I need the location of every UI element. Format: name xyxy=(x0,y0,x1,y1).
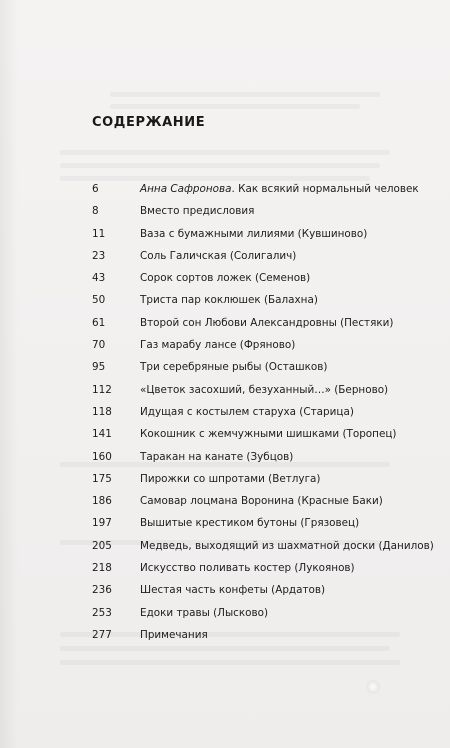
toc-entry-title xyxy=(140,200,254,222)
toc-entry-text: Сорок сортов ложек (Семенов) xyxy=(140,272,311,285)
toc-entry-text: Едоки травы (Лысково) xyxy=(140,606,269,619)
toc-page-number: 141 xyxy=(92,428,112,441)
toc-page-number: 112 xyxy=(92,383,112,396)
toc-entry-text: «Цветок засохший, безуханный…» (Берново) xyxy=(140,383,389,396)
show-through-line xyxy=(60,163,380,168)
toc-page-number: 205 xyxy=(92,539,112,552)
toc-entry-title xyxy=(140,624,208,646)
toc-entry[interactable] xyxy=(92,223,422,245)
toc-entry-separator: . xyxy=(231,183,239,195)
show-through-line xyxy=(60,646,390,651)
toc-entry-text: Ваза с бумажными лилиями (Кувшиново) xyxy=(140,227,368,240)
toc-entry-text: Таракан на канате (Зубцов) xyxy=(140,450,294,463)
toc-entry-text: Шестая часть конфеты (Ардатов) xyxy=(140,584,326,597)
toc-entry[interactable] xyxy=(92,267,422,289)
show-through-line xyxy=(110,104,360,109)
toc-page-number: 8 xyxy=(92,205,99,218)
toc-entry[interactable] xyxy=(92,334,422,356)
toc-entry-text: Три серебряные рыбы (Осташков) xyxy=(140,361,328,374)
toc-entry-title xyxy=(140,356,327,378)
toc-entry-title xyxy=(140,379,388,401)
toc-page-number: 186 xyxy=(92,495,112,508)
toc-entry-title xyxy=(140,401,354,423)
toc-entry-text: Кокошник с жемчужными шишками (Торопец) xyxy=(140,428,397,441)
toc-page-number: 277 xyxy=(92,628,112,641)
toc-entry-text: Триста пар коклюшек (Балахна) xyxy=(140,294,318,307)
toc-entry-title xyxy=(140,334,295,356)
toc-entry-title xyxy=(140,535,434,557)
toc-entry[interactable] xyxy=(92,579,422,601)
show-through-line xyxy=(110,92,380,97)
toc-page-number: 218 xyxy=(92,562,112,575)
toc-page-number: 61 xyxy=(92,316,106,329)
toc-entry[interactable] xyxy=(92,200,422,222)
toc-entry-title xyxy=(140,468,320,490)
toc-page-number: 236 xyxy=(92,584,112,597)
toc-entry-title xyxy=(140,267,310,289)
toc-page-number: 11 xyxy=(92,227,106,240)
show-through-line xyxy=(60,150,390,155)
toc-entry-title xyxy=(140,446,293,468)
toc-entry-title xyxy=(140,490,383,512)
toc-page-number: 118 xyxy=(92,405,112,418)
toc-entry[interactable] xyxy=(92,178,422,200)
toc-entry-text: Газ марабу лансе (Фряново) xyxy=(140,339,296,352)
toc-entry-text: Соль Галичская (Солигалич) xyxy=(140,249,297,262)
toc-entry-text: Самовар лоцмана Воронина (Красные Баки) xyxy=(140,495,383,508)
toc-entry[interactable] xyxy=(92,289,422,311)
toc-entry-title xyxy=(140,223,367,245)
toc-entry[interactable] xyxy=(92,379,422,401)
toc-entry[interactable] xyxy=(92,512,422,534)
toc-entry-title xyxy=(140,512,359,534)
toc-entry-text: Идущая с костылем старуха (Старица) xyxy=(140,405,354,418)
toc-page-number: 175 xyxy=(92,472,112,485)
toc-entry[interactable] xyxy=(92,356,422,378)
toc-entry-title xyxy=(140,178,419,200)
toc-entry-text: Искусство поливать костер (Лукоянов) xyxy=(140,562,355,575)
toc-page-number: 197 xyxy=(92,517,112,530)
toc-page-number: 6 xyxy=(92,183,99,195)
toc-entry[interactable] xyxy=(92,446,422,468)
toc-page-number: 70 xyxy=(92,339,106,352)
toc-entry-title xyxy=(140,557,355,579)
toc-heading: СОДЕРЖАНИЕ xyxy=(92,115,206,130)
toc-entry-text: Как всякий нормальный человек xyxy=(238,183,419,195)
toc-entry[interactable] xyxy=(92,557,422,579)
toc-page-number: 253 xyxy=(92,606,112,619)
table-of-contents xyxy=(92,178,434,646)
toc-entry[interactable] xyxy=(92,535,434,557)
toc-page-number: 95 xyxy=(92,361,106,374)
paper-mark xyxy=(366,680,380,694)
toc-page-number: 160 xyxy=(92,450,112,463)
toc-entry-text: Вместо предисловия xyxy=(140,205,255,218)
toc-entry[interactable] xyxy=(92,312,422,334)
toc-page-number: 23 xyxy=(92,249,106,262)
toc-entry-title xyxy=(140,245,296,267)
toc-entry-title xyxy=(140,289,318,311)
toc-page-number: 43 xyxy=(92,272,106,285)
toc-entry[interactable] xyxy=(92,602,422,624)
toc-entry-author: Анна Сафронова xyxy=(140,183,232,195)
toc-entry[interactable] xyxy=(92,490,422,512)
toc-entry-title xyxy=(140,602,268,624)
toc-page-number: 50 xyxy=(92,294,106,307)
toc-entry-text: Пирожки со шпротами (Ветлуга) xyxy=(140,472,321,485)
toc-entry-title xyxy=(140,423,396,445)
toc-entry-text: Вышитые крестиком бутоны (Грязовец) xyxy=(140,517,360,530)
toc-entry-title xyxy=(140,312,393,334)
toc-entry[interactable] xyxy=(92,423,422,445)
show-through-line xyxy=(60,660,400,665)
toc-entry[interactable] xyxy=(92,245,422,267)
toc-entry-text: Второй сон Любови Александровны (Пестяки) xyxy=(140,316,394,329)
toc-entry-title xyxy=(140,579,325,601)
toc-entry[interactable] xyxy=(92,624,422,646)
toc-entry[interactable] xyxy=(92,468,422,490)
toc-entry-text: Примечания xyxy=(140,628,208,641)
toc-entry[interactable] xyxy=(92,401,422,423)
toc-entry-text: Медведь, выходящий из шахматной доски (Данилов) xyxy=(140,539,434,552)
